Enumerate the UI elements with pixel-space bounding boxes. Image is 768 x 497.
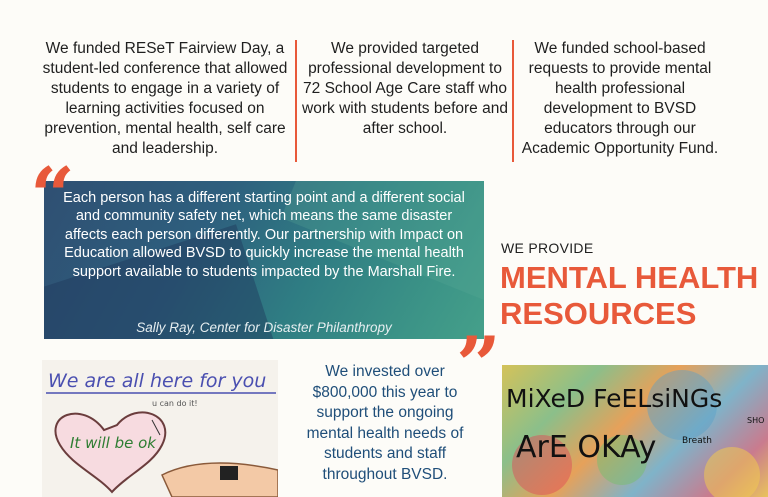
- quote-text: Each person has a different starting point and a different social and community safety net, which means the same disaster affects each person differently. Our partnership with Impact on Education allowed BVSD to quickly increase the mental health support available to students impacted by the Marshall Fire.: [63, 190, 465, 280]
- painting-small-text-2: SHO: [747, 416, 765, 425]
- student-painting-right: [502, 365, 768, 497]
- column-divider-1: [295, 40, 297, 162]
- column-divider-2: [512, 40, 514, 162]
- drawing-banner-text: We are all here for you: [48, 370, 267, 392]
- quote-box: [44, 181, 484, 339]
- section-kicker: WE PROVIDE: [501, 240, 594, 256]
- painting-text-1: MiXeD FeELsiNGs: [506, 384, 723, 413]
- quote-attribution: Sally Ray, Center for Disaster Philanthropy: [136, 320, 392, 335]
- open-quote-icon: “: [30, 151, 75, 242]
- section-title: MENTAL HEALTH RESOURCES: [500, 260, 759, 331]
- student-drawing-left: [42, 360, 278, 497]
- close-quote-icon: ”: [456, 320, 501, 411]
- painting-art: [502, 365, 768, 497]
- painting-small-text-1: Breath: [682, 436, 712, 446]
- info-column-1: We funded RESeT Fairview Day, a student-led conference that allowed students to engage in a variety of learning activities focused on prevention, mental health, self care and leadership.: [42, 40, 288, 157]
- info-column-3: We funded school-based requests to provide mental health professional development to BVSD educators through our Academic Opportunity Fund.: [521, 40, 719, 157]
- drawing-art: [42, 360, 278, 497]
- investment-text: We invested over $800,000 this year to support the ongoing mental health needs of students and staff throughout BVSD.: [306, 363, 464, 483]
- painting-text-2: ArE OKAy: [516, 430, 657, 465]
- drawing-small-text: u can do it!: [152, 399, 198, 408]
- info-column-2: We provided targeted professional development to 72 School Age Care staff who work with students before and after school.: [302, 40, 508, 137]
- drawing-heart-text: It will be ok: [70, 434, 156, 452]
